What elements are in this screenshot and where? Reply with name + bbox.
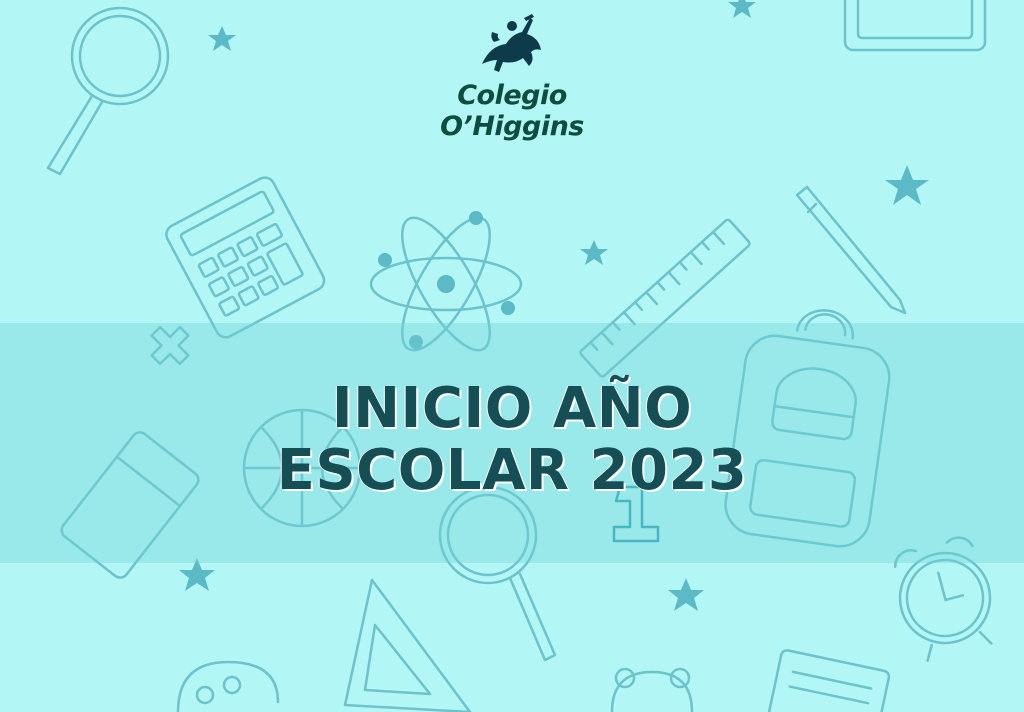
star-icon	[208, 26, 236, 51]
logo-line-2: O’Higgins	[440, 111, 584, 142]
star-icon	[728, 0, 756, 18]
star-icon	[885, 165, 929, 205]
palette-icon	[178, 662, 278, 712]
book-icon	[766, 649, 890, 712]
magnifier-icon	[48, 8, 168, 174]
toy-icon	[612, 669, 692, 712]
school-logo	[420, 14, 604, 154]
tablet-icon	[845, 0, 985, 50]
triangle-ruler-icon	[345, 580, 470, 712]
logo-line-1: Colegio	[457, 80, 567, 111]
headline	[0, 378, 1024, 502]
pencil-icon	[797, 187, 905, 313]
headline-line-1: INICIO AÑO	[331, 376, 693, 441]
star-icon	[668, 578, 704, 611]
calculator-icon	[163, 174, 328, 341]
horse-rider-icon	[472, 14, 552, 80]
headline-line-2: ESCOLAR 2023	[276, 438, 748, 503]
star-icon	[580, 240, 608, 265]
